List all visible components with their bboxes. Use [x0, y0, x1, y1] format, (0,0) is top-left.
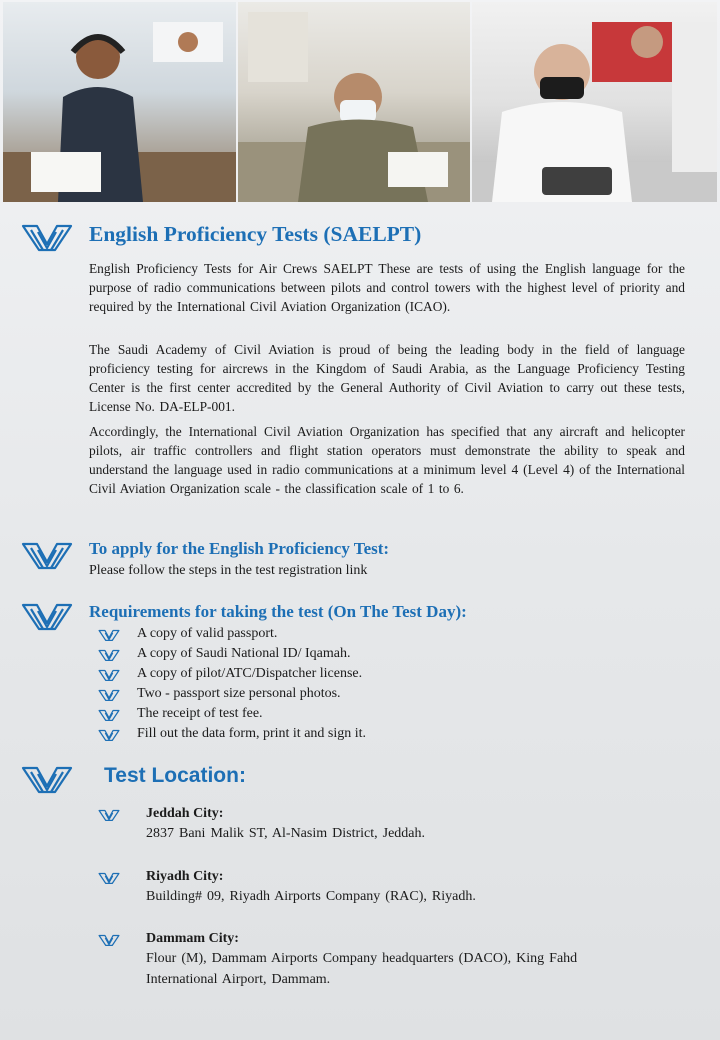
academy-logo-small-icon: [98, 628, 120, 642]
requirement-item: Fill out the data form, print it and sign it.: [137, 726, 367, 741]
intro-paragraph: Accordingly, the International Civil Aviation Organization has specified that any aircraft and helicopter pilots, air traffic controllers and flight station operators must demonstrate the ability to speak and understand the language used in radio communications at a minimum level 4 (Level 4) of the International Civil Aviation Organization scale - the classification scale of 1 to 6.: [89, 424, 685, 496]
academy-logo-small-icon: [98, 871, 120, 885]
intro-paragraph: English Proficiency Tests for Air Crews SAELPT These are tests of using the English language for the purpose of radio communications between pilots and control towers with the highest level of priority and required by the International Civil Aviation Organization (ICAO).: [89, 261, 685, 314]
apply-heading: To apply for the English Proficiency Test:: [89, 539, 390, 558]
academy-logo-small-icon: [98, 708, 120, 722]
academy-logo-icon: [21, 538, 73, 572]
requirement-item: Two - passport size personal photos.: [137, 686, 341, 701]
academy-logo-icon: [21, 762, 73, 796]
photo-officer-with-headset: [238, 2, 470, 202]
city-address-riyadh: Building# 09, Riyadh Airports Company (RAC), Riyadh.: [146, 889, 476, 904]
requirement-item: A copy of valid passport.: [137, 626, 278, 641]
academy-logo-icon: [21, 220, 73, 254]
city-name-jeddah: Jeddah City:: [146, 806, 224, 821]
requirement-item: A copy of pilot/ATC/Dispatcher license.: [137, 666, 363, 681]
header-photo-strip: [0, 0, 720, 204]
academy-logo-icon: [21, 599, 73, 633]
city-address-dammam: Flour (M), Dammam Airports Company headquarters (DACO), King Fahd International Airport, Dammam.: [146, 951, 578, 987]
academy-logo-small-icon: [98, 933, 120, 947]
apply-instructions: Please follow the steps in the test registration link: [89, 563, 368, 578]
academy-logo-small-icon: [98, 648, 120, 662]
city-address-jeddah: 2837 Bani Malik ST, Al-Nasim District, Jeddah.: [146, 826, 425, 841]
page-title: English Proficiency Tests (SAELPT): [89, 222, 422, 246]
requirement-item: The receipt of test fee.: [137, 706, 263, 721]
city-name-riyadh: Riyadh City:: [146, 869, 224, 884]
city-name-dammam: Dammam City:: [146, 931, 239, 946]
academy-logo-small-icon: [98, 668, 120, 682]
intro-paragraph: The Saudi Academy of Civil Aviation is proud of being the leading body in the field of language proficiency testing for aircrews in the Kingdom of Saudi Arabia, as the Language Proficiency Testing Center is the first center accredited by the General Authority of Civil Aviation to carry out these tests, License No. DA-ELP-001.: [89, 342, 685, 414]
academy-logo-small-icon: [98, 688, 120, 702]
requirement-item: A copy of Saudi National ID/ Iqamah.: [137, 646, 351, 661]
academy-logo-small-icon: [98, 728, 120, 742]
academy-logo-small-icon: [98, 808, 120, 822]
photo-pilot-with-headset: [472, 2, 717, 202]
location-heading: Test Location:: [104, 764, 246, 787]
requirements-heading: Requirements for taking the test (On The Test Day):: [89, 602, 467, 621]
photo-trainee-with-headset: [3, 2, 236, 202]
